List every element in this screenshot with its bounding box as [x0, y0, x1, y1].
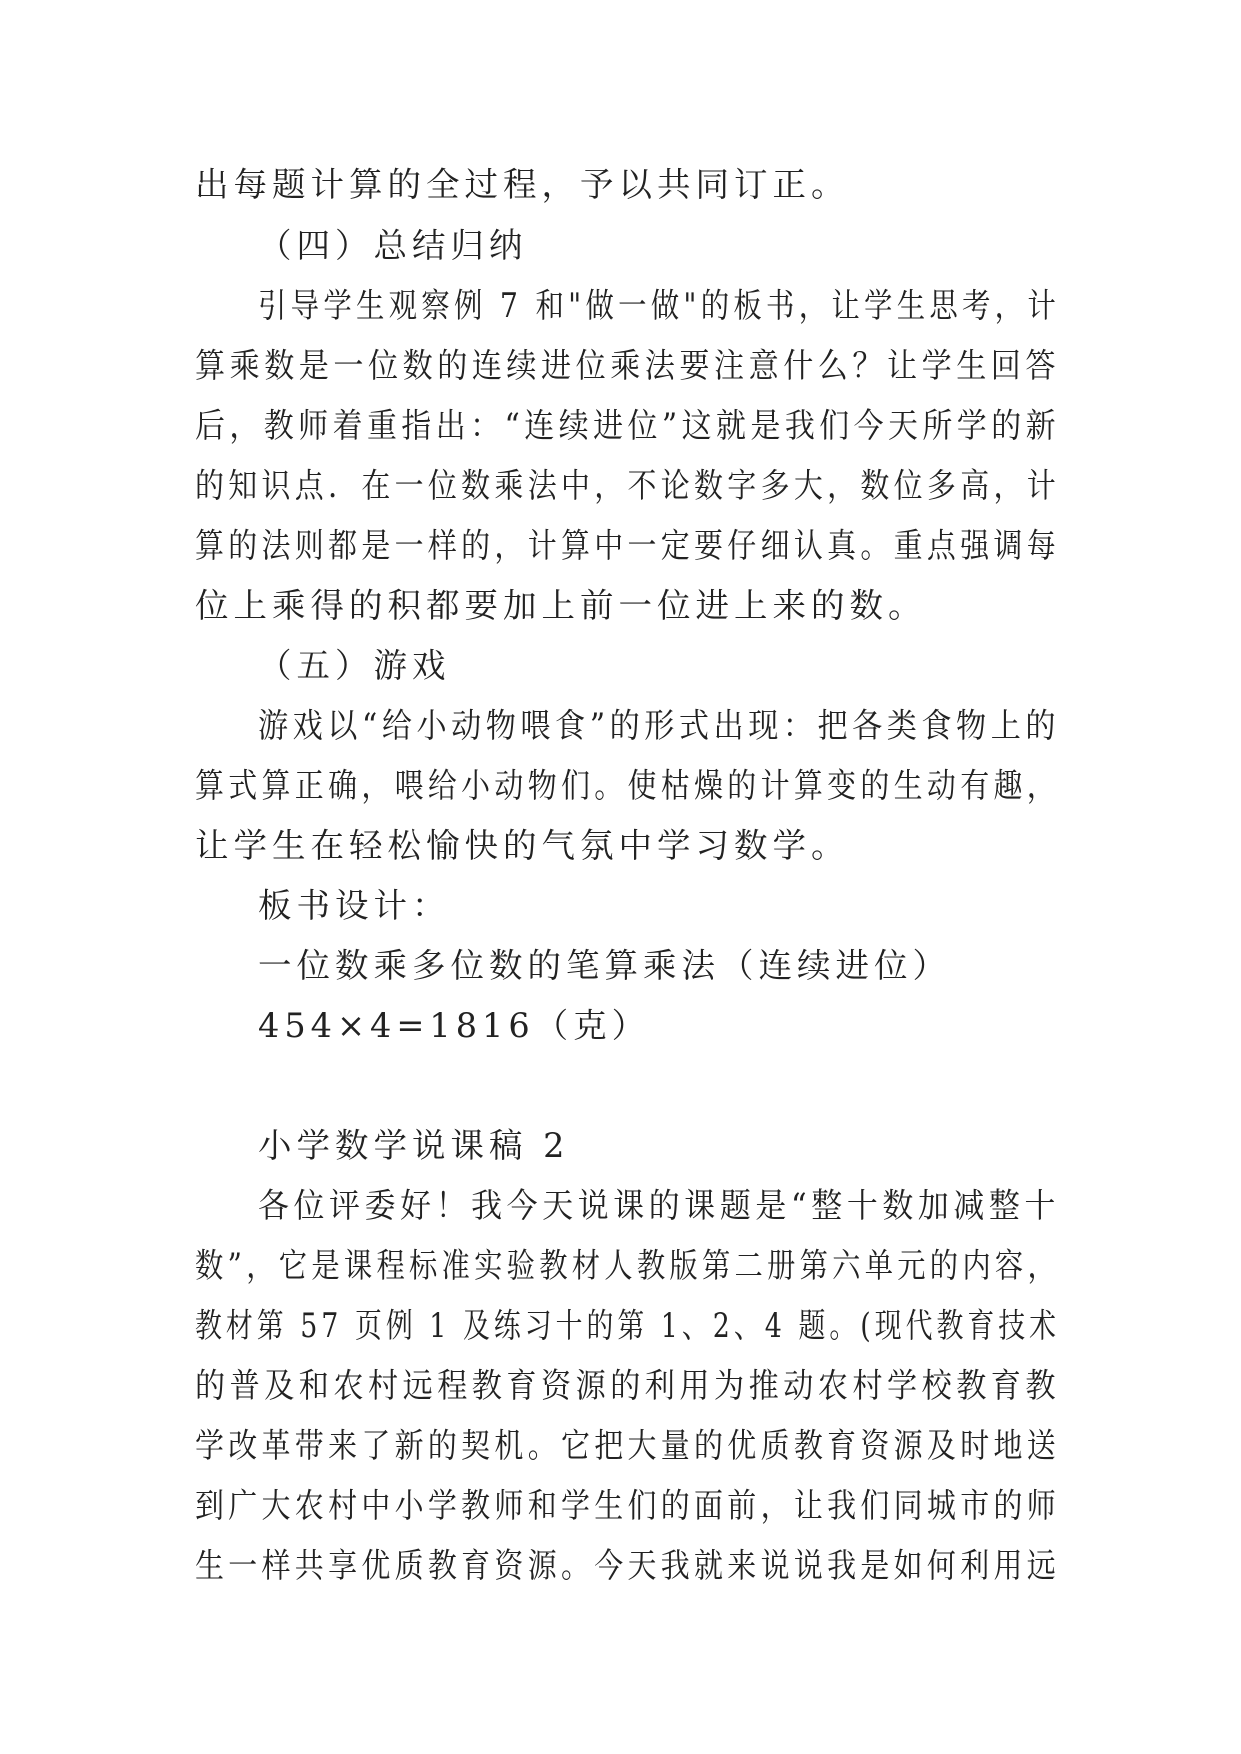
text-line: 算式算正确，喂给小动物们。使枯燥的计算变的生动有趣， [195, 766, 1060, 805]
section-heading: （四）总结归纳 [258, 226, 528, 265]
text-line: 算的法则都是一样的，计算中一定要仔细认真。重点强调每 [195, 526, 1060, 565]
text-line: 生一样共享优质教育资源。今天我就来说说我是如何利用远 [195, 1546, 1060, 1585]
text-line: 让学生在轻松愉快的气氛中学习数学。 [195, 826, 850, 865]
section-heading: （五）游戏 [258, 646, 451, 685]
text-line: 到广大农村中小学教师和学生们的面前，让我们同城市的师 [195, 1486, 1060, 1525]
text-line: 学改革带来了新的契机。它把大量的优质教育资源及时地送 [195, 1426, 1060, 1465]
text-line: 的知识点．在一位数乘法中，不论数字多大，数位多高，计 [195, 466, 1060, 505]
text-line: 算乘数是一位数的连续进位乘法要注意什么？让学生回答 [195, 346, 1060, 385]
text-line: 教材第 57 页例 1 及练习十的第 1、2、4 题。(现代教育技术 [195, 1306, 1060, 1345]
text-line: 引导学生观察例 7 和"做一做"的板书，让学生思考，计 [258, 286, 1060, 325]
text-line: 游戏以“给小动物喂食”的形式出现：把各类食物上的 [258, 706, 1060, 745]
text-line: 数”，它是课程标准实验教材人教版第二册第六单元的内容， [195, 1246, 1060, 1285]
text-line: 板书设计： [258, 886, 451, 925]
text-line: 出每题计算的全过程，予以共同订正。 [195, 165, 850, 204]
text-line: 位上乘得的积都要加上前一位进上来的数。 [195, 586, 927, 625]
document-title: 小学数学说课稿 2 [258, 1126, 570, 1165]
text-line: 后，教师着重指出：“连续进位”这就是我们今天所学的新 [195, 406, 1060, 445]
text-line: 各位评委好！我今天说课的课题是“整十数加减整十 [258, 1186, 1060, 1225]
text-line: 的普及和农村远程教育资源的利用为推动农村学校教育教 [195, 1366, 1060, 1405]
formula-line: 454×4=1816（克） [258, 1006, 651, 1045]
text-line: 一位数乘多位数的笔算乘法（连续进位） [258, 946, 951, 985]
